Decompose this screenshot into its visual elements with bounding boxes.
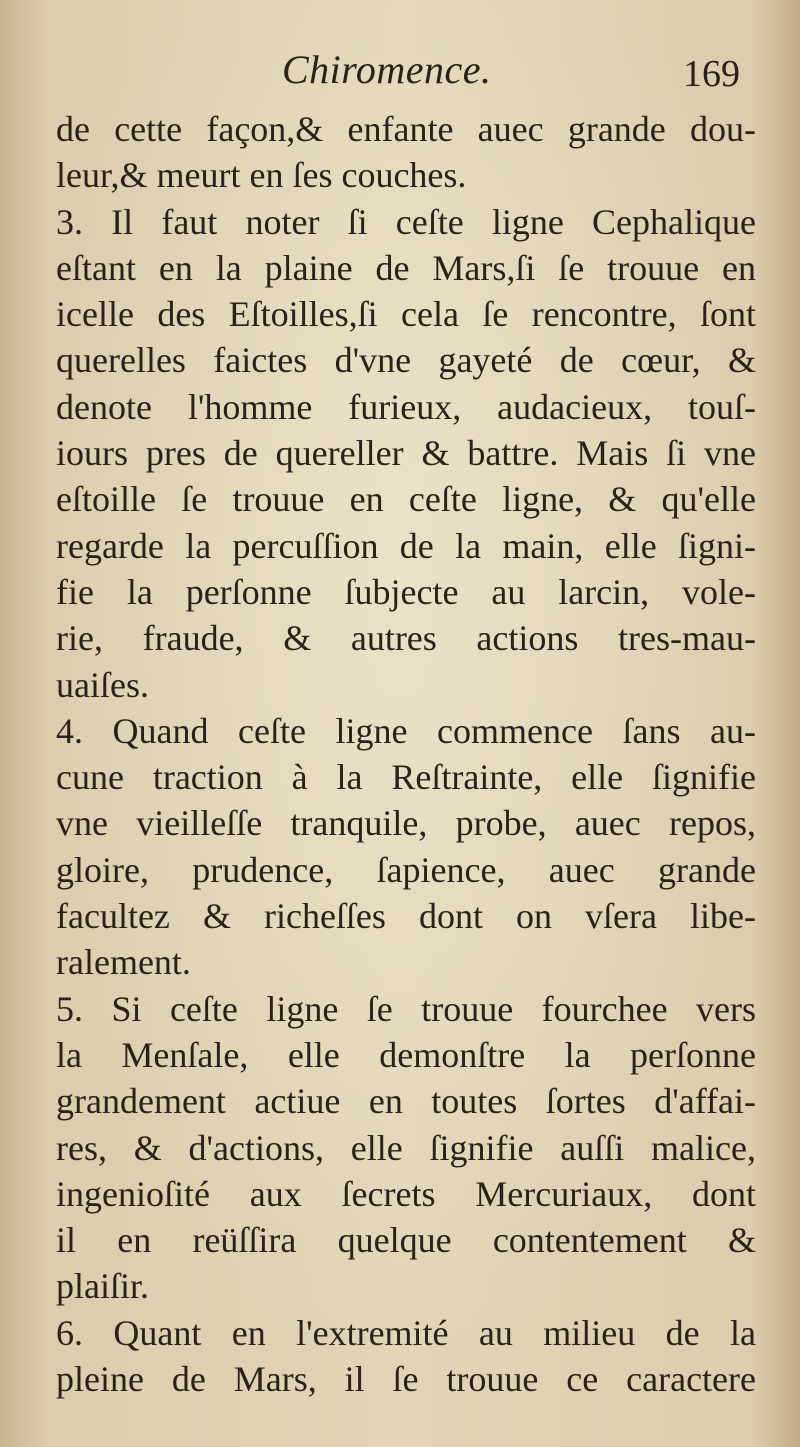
text-line: iours pres de quereller & battre. Mais ſi vne bbox=[56, 433, 756, 474]
text-line: querelles faictes d'vne gayeté de cœur, & bbox=[56, 340, 756, 381]
text-line: denote l'homme furieux, audacieux, touſ- bbox=[56, 386, 756, 427]
text-line: icelle des Eſtoilles,ſi cela ſe rencontre, ſont bbox=[56, 294, 756, 335]
text-line: ingenioſité aux ſecrets Mercuriaux, dont bbox=[56, 1173, 756, 1214]
text-line: res, & d'actions, elle ſignifie auſſi malice, bbox=[56, 1127, 756, 1168]
running-title: Chiromence. bbox=[282, 47, 492, 92]
text-line: de cette façon,& enfante auec grande dou- bbox=[56, 109, 756, 149]
text-line: 4. Quand ceſte ligne commence ſans au- bbox=[56, 710, 756, 751]
text-line: eſtant en la plaine de Mars,ſi ſe trouue en bbox=[56, 247, 756, 288]
text-line: 5. Si ceſte ligne ſe trouue fourchee vers bbox=[56, 988, 756, 1029]
text-line: gloire, prudence, ſapience, auec grande bbox=[56, 849, 756, 890]
text-line: grandement actiue en toutes ſortes d'affai- bbox=[56, 1081, 756, 1122]
text-line: 3. Il faut noter ſi ceſte ligne Cephalique bbox=[56, 201, 756, 242]
text-line: uaiſes. bbox=[56, 664, 149, 705]
text-line: cune traction à la Reſtrainte, elle ſignifie bbox=[56, 757, 756, 798]
text-line: plaiſir. bbox=[56, 1266, 149, 1307]
text-line: ralement. bbox=[56, 942, 191, 983]
page-body bbox=[56, 106, 756, 1402]
text-line: la Menſale, elle demonſtre la perſonne bbox=[56, 1034, 756, 1075]
text-line: pleine de Mars, il ſe trouue ce caractere bbox=[56, 1359, 756, 1400]
text-line: il en reüſſira quelque contentement & bbox=[56, 1220, 756, 1261]
text-line: 6. Quant en l'extremité au milieu de la bbox=[56, 1312, 756, 1353]
text-line: eſtoille ſe trouue en ceſte ligne, & qu'elle bbox=[56, 479, 756, 520]
text-line: vne vieilleſſe tranquile, probe, auec repos, bbox=[56, 803, 756, 844]
text-line: regarde la percuſſion de la main, elle ſigni- bbox=[56, 525, 756, 566]
text-line: fie la perſonne ſubjecte au larcin, vole- bbox=[56, 571, 756, 612]
text-line: facultez & richeſſes dont on vſera libe- bbox=[56, 896, 756, 937]
page-header bbox=[0, 44, 800, 104]
page-number: 169 bbox=[683, 53, 740, 95]
text-line: leur,& meurt en ſes couches. bbox=[56, 155, 467, 196]
text-line: rie, fraude, & autres actions tres-mau- bbox=[56, 618, 756, 659]
